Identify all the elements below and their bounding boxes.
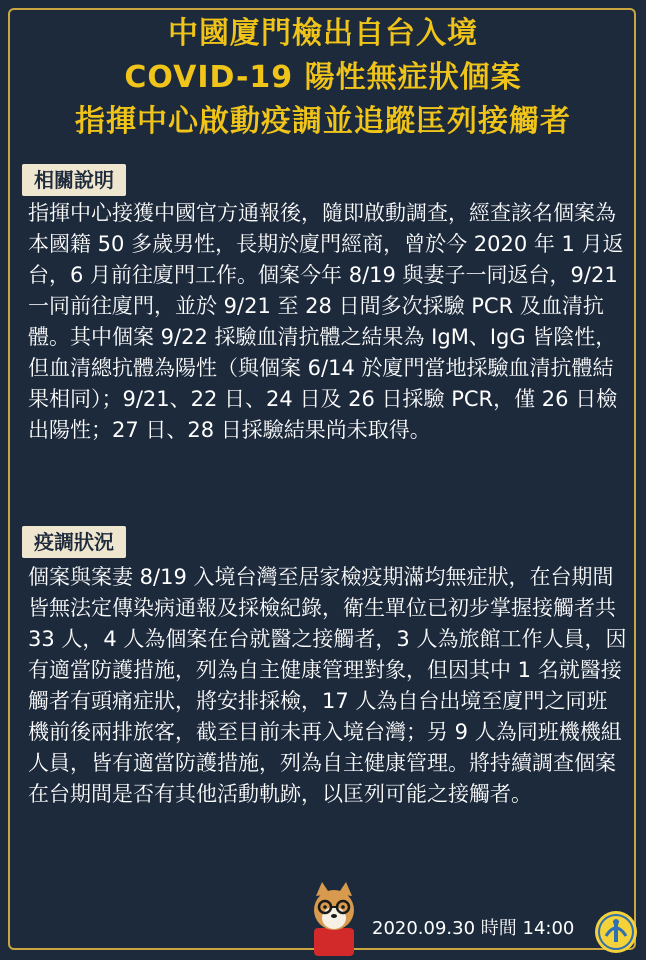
section-text-description: 指揮中心接獲中國官方通報後，隨即啟動調查，經查該名個案為本國籍 50 多歲男性，長期於廈門經商，曾於今 2020 年 1 月返台，6 月前往廈門工作。個案今年 8/19 與妻子一同返台，9/21 一同前往廈門，並於 9/21 至 28 日間多次採驗 PCR 及血清抗體。其中個案 9/22 採驗血清抗體之結果為 IgM、IgG 皆陰性，但血清總抗體為陽性（與個案 6/14 於廈門當地採驗血清抗體結果相同）；9/21、22 日、24 日及 26 日採驗 PCR，僅 26 日檢出陽性；27 日、28 日採驗結果尚未取得。 xyxy=(28,201,624,442)
section-text-investigation: 個案與案妻 8/19 入境台灣至居家檢疫期滿均無症狀，在台期間皆無法定傳染病通報及採檢紀錄，衛生單位已初步掌握接觸者共 33 人，4 人為個案在台就醫之接觸者，3 人為旅館工作人員，因有適當防護措施，列為自主健康管理對象，但因其中 1 名就醫接觸者有頭痛症狀，將安排採檢，17 人為自台出境至廈門之同班機前後兩排旅客，截至目前未再入境台灣；另 9 人為同班機機組人員，皆有適當防護措施，列為自主健康管理。將持續調查個案在台期間是否有其他活動軌跡，以匡列可能之接觸者。 xyxy=(28,565,627,806)
cdc-logo-icon xyxy=(594,910,638,954)
footer-datetime: 2020.09.30 時間 14:00 xyxy=(372,918,575,939)
section-label-description: 相關說明 xyxy=(22,164,126,196)
header xyxy=(0,12,646,144)
title-line-3: 指揮中心啟動疫調並追蹤匡列接觸者 xyxy=(75,104,571,139)
title-line-2: COVID-19 陽性無症狀個案 xyxy=(124,60,522,95)
shiba-dog-mascot-icon xyxy=(306,882,362,956)
title-line-1: 中國廈門檢出自台入境 xyxy=(168,16,478,51)
section-label-investigation: 疫調狀況 xyxy=(22,526,126,558)
